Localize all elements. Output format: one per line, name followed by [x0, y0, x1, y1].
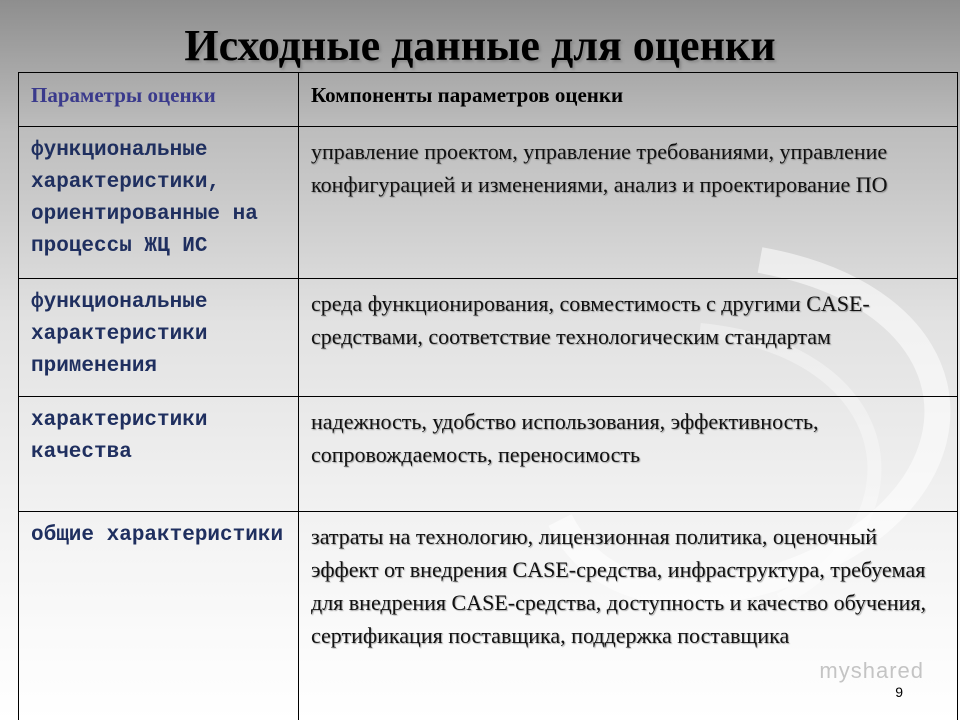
table-row — [19, 396, 958, 511]
param-cell: характеристики качества — [19, 396, 299, 511]
table-row — [19, 512, 958, 720]
header-components-cell: Компоненты параметров оценки — [299, 73, 958, 127]
param-cell: общие характеристики — [19, 512, 299, 720]
param-cell: функциональные характеристики, ориентированные на процессы ЖЦ ИС — [19, 127, 299, 279]
components-cell: надежность, удобство использования, эффективность, сопровождаемость, переносимость — [299, 396, 958, 511]
evaluation-table — [18, 72, 958, 720]
components-cell: среда функционирования, совместимость с другими CASE-средствами, соответствие технологическим стандартам — [299, 279, 958, 396]
param-cell: функциональные характеристики применения — [19, 279, 299, 396]
components-cell: управление проектом, управление требованиями, управление конфигурацией и изменениями, анализ и проектирование ПО — [299, 127, 958, 279]
components-cell: затраты на технологию, лицензионная политика, оценочный эффект от внедрения CASE-средства, инфраструктура, требуемая для внедрения CASE-средства, доступность и качество обучения, сертификация поставщика, поддержка поставщика — [299, 512, 958, 720]
table-header-row — [19, 73, 958, 127]
slide-title: Исходные данные для оценки — [184, 21, 776, 70]
table-row — [19, 127, 958, 279]
watermark-text: myshared — [819, 658, 924, 683]
header-param-cell: Параметры оценки — [19, 73, 299, 127]
page-number: 9 — [895, 684, 903, 700]
table-row — [19, 279, 958, 396]
